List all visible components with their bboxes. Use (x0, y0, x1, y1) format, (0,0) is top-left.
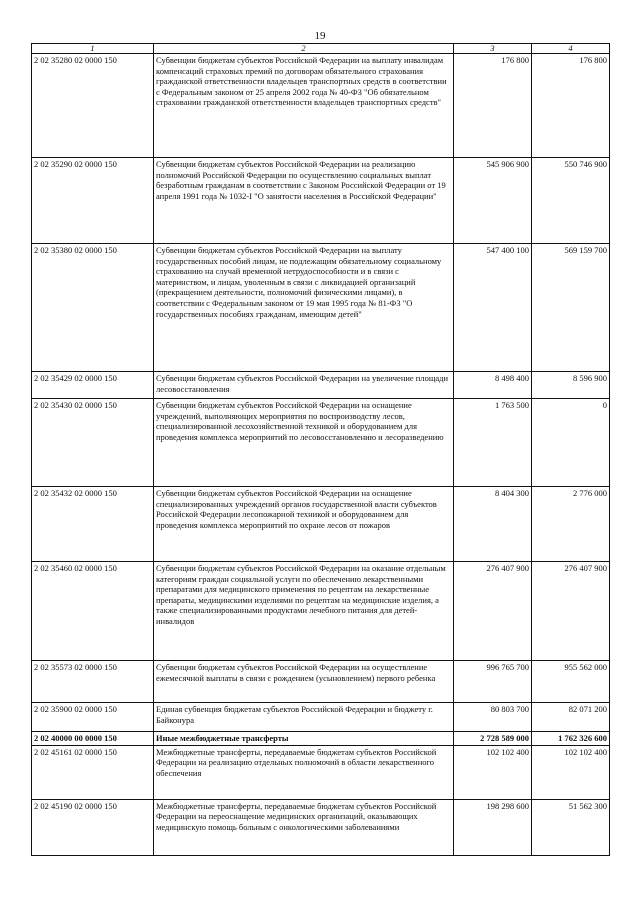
table-row (32, 54, 610, 158)
amount-col3-cell: 102 102 400 (454, 745, 532, 799)
amount-col3-cell: 8 498 400 (454, 372, 532, 399)
amount-col4-cell: 955 562 000 (532, 661, 610, 703)
table-row (32, 703, 610, 732)
amount-col3-cell: 545 906 900 (454, 158, 532, 244)
description-cell: Субвенции бюджетам субъектов Российской Федерации на осуществление ежемесячной выплаты в связи с рождением (усыновлением) первого ребенка (154, 661, 454, 703)
budget-code-cell: 2 02 35429 02 0000 150 (32, 372, 154, 399)
description-cell: Субвенции бюджетам субъектов Российской Федерации на реализацию полномочий Российской Федерации по осуществлению социальных выплат безработным гражданам в соответствии с Законом Российской Федерации от 19 апреля 1991 года № 1032-I "О занятости населения в Российской Федерации" (154, 158, 454, 244)
amount-col4-cell: 569 159 700 (532, 244, 610, 372)
description-cell: Субвенции бюджетам субъектов Российской Федерации на оказание отдельным категориям граждан социальной услуги по обеспечению лекарственными препаратами для медицинского применения по рецептам на лекарственные препараты, медицинскими изделиями по рецептам на медицинские изделия, а также специализированными продуктами лечебного питания для детей-инвалидов (154, 562, 454, 661)
table-row (32, 372, 610, 399)
amount-col3-cell: 8 404 300 (454, 487, 532, 562)
budget-code-cell: 2 02 35432 02 0000 150 (32, 487, 154, 562)
description-cell: Субвенции бюджетам субъектов Российской Федерации на оснащение учреждений, выполняющих мероприятия по воспроизводству лесов, специализированной лесохозяйственной техникой и оборудованием для проведения комплекса мероприятий по лесовосстановлению и лесоразведению (154, 399, 454, 487)
amount-col4-cell: 176 800 (532, 54, 610, 158)
description-cell: Межбюджетные трансферты, передаваемые бюджетам субъектов Российской Федерации на переоснащение медицинских организаций, оказывающих медицинскую помощь больным с онкологическими заболеваниями (154, 799, 454, 855)
budget-code-cell: 2 02 35380 02 0000 150 (32, 244, 154, 372)
table-row (32, 158, 610, 244)
amount-col3-cell: 547 400 100 (454, 244, 532, 372)
table-row (32, 745, 610, 799)
budget-revenue-table (31, 43, 610, 856)
budget-code-cell: 2 02 35460 02 0000 150 (32, 562, 154, 661)
description-cell: Единая субвенция бюджетам субъектов Российской Федерации и бюджету г. Байконура (154, 703, 454, 732)
table-row (32, 399, 610, 487)
budget-code-cell: 2 02 35290 02 0000 150 (32, 158, 154, 244)
table-row (32, 244, 610, 372)
column-header-3: 3 (454, 44, 532, 54)
table-row-total (32, 732, 610, 746)
amount-col4-cell: 82 071 200 (532, 703, 610, 732)
amount-col4-cell: 550 746 900 (532, 158, 610, 244)
amount-col3-cell: 176 800 (454, 54, 532, 158)
table-row (32, 661, 610, 703)
budget-code-cell: 2 02 35900 02 0000 150 (32, 703, 154, 732)
amount-col4-cell: 102 102 400 (532, 745, 610, 799)
amount-col3-cell: 276 407 900 (454, 562, 532, 661)
budget-code-cell: 2 02 45190 02 0000 150 (32, 799, 154, 855)
amount-col4-cell: 51 562 300 (532, 799, 610, 855)
description-cell: Иные межбюджетные трансферты (154, 732, 454, 746)
budget-code-cell: 2 02 35430 02 0000 150 (32, 399, 154, 487)
amount-col4-cell: 276 407 900 (532, 562, 610, 661)
amount-col3-cell: 198 298 600 (454, 799, 532, 855)
budget-code-cell: 2 02 35573 02 0000 150 (32, 661, 154, 703)
budget-code-cell: 2 02 40000 00 0000 150 (32, 732, 154, 746)
description-cell: Субвенции бюджетам субъектов Российской Федерации на оснащение специализированных учреждений органов государственной власти субъектов Российской Федерации лесопожарной техникой и оборудованием для проведения комплекса мероприятий по охране лесов от пожаров (154, 487, 454, 562)
header-row (32, 44, 610, 54)
column-header-1: 1 (32, 44, 154, 54)
description-cell: Субвенции бюджетам субъектов Российской Федерации на выплату инвалидам компенсаций страховых премий по договорам обязательного страхования гражданской ответственности владельцев транспортных средств в соответствии с Федеральным законом от 25 апреля 2002 года № 40-ФЗ "Об обязательном страховании гражданской ответственности владельцев транспортных средств" (154, 54, 454, 158)
budget-code-cell: 2 02 35280 02 0000 150 (32, 54, 154, 158)
column-header-2: 2 (154, 44, 454, 54)
amount-col4-cell: 2 776 000 (532, 487, 610, 562)
amount-col3-cell: 996 765 700 (454, 661, 532, 703)
amount-col3-cell: 1 763 500 (454, 399, 532, 487)
amount-col4-cell: 0 (532, 399, 610, 487)
amount-col4-cell: 1 762 326 600 (532, 732, 610, 746)
table-row (32, 487, 610, 562)
description-cell: Субвенции бюджетам субъектов Российской Федерации на выплату государственных пособий лицам, не подлежащим обязательному социальному страхованию на случай временной нетрудоспособности и в связи с материнством, и лицам, уволенным в связи с ликвидацией организаций (прекращением деятельности, полномочий физическими лицами), в соответствии с Федеральным законом от 19 мая 1995 года № 81-ФЗ "О государственных пособиях гражданам, имеющим детей" (154, 244, 454, 372)
description-cell: Субвенции бюджетам субъектов Российской Федерации на увеличение площади лесовосстановления (154, 372, 454, 399)
column-header-4: 4 (532, 44, 610, 54)
table-row (32, 799, 610, 855)
description-cell: Межбюджетные трансферты, передаваемые бюджетам субъектов Российской Федерации на реализацию отдельных полномочий в области лекарственного обеспечения (154, 745, 454, 799)
amount-col3-cell: 2 728 589 000 (454, 732, 532, 746)
page-number: 19 (314, 30, 326, 42)
budget-code-cell: 2 02 45161 02 0000 150 (32, 745, 154, 799)
table-row (32, 562, 610, 661)
amount-col4-cell: 8 596 900 (532, 372, 610, 399)
amount-col3-cell: 80 803 700 (454, 703, 532, 732)
